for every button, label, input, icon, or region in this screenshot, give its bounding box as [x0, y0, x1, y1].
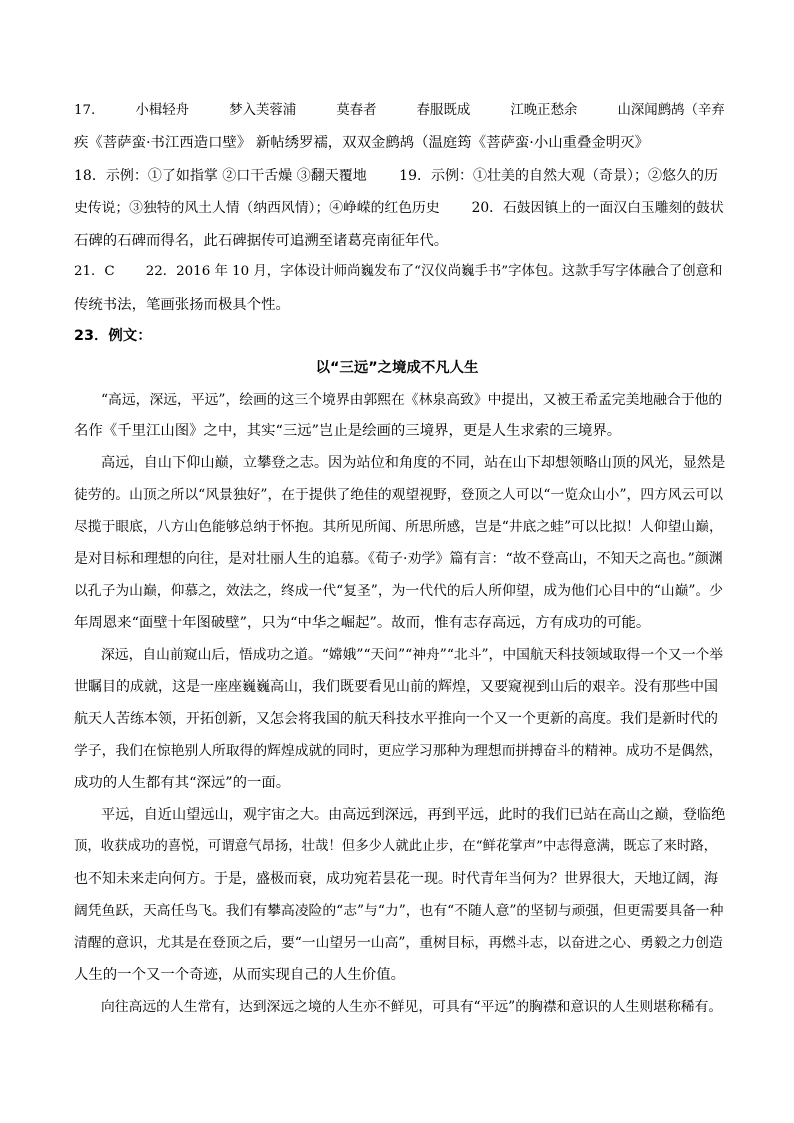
essay-line: 学子，我们在惊艳别人所取得的辉煌成就的同时，更应学习那种为理想而拼搏奋斗的精神。成功不是偶然， — [74, 743, 723, 759]
answer-23-label: 23．例文： — [74, 328, 152, 344]
essay-line: 也不知未来走向何方。于是，盛极而衰，成功宛若昙花一现。时代青年当何为？世界很大，天地辽阔，海 — [74, 871, 718, 887]
essay-line: 人生的一个又一个奇迹，从而实现自己的人生价值。 — [74, 967, 405, 983]
essay-line: 深远，自山前窥山后，悟成功之道。“嫦娥”“天问”“神舟”“北斗”，中国航天科技领域取得一个又一个举 — [101, 647, 724, 663]
essay-line: 阔凭鱼跃，天高任鸟飞。我们有攀高凌险的“志”与“力”，也有“不随人意”的坚韧与顽强，但更需要具备一种 — [74, 903, 724, 919]
essay-line: 平远，自近山望远山，观宇宙之大。由高远到深远，再到平远，此时的我们已站在高山之巅，登临绝 — [101, 807, 726, 823]
answer-22-continued: 传统书法，笔画张扬而极具个性。 — [74, 297, 290, 313]
essay-line: “高远，深远，平远”，绘画的这三个境界由郭熙在《林泉高致》中提出，又被王希孟完美地融合于他的 — [101, 392, 723, 408]
essay-line: 航天人苦练本领，开拓创新，又怎会将我国的航天科技水平推向一个又一个更新的高度。我们是新时代的 — [74, 711, 718, 727]
essay-line: 名作《千里江山图》之中，其实“三远”岂止是绘画的三境界，更是人生求索的三境界。 — [74, 423, 622, 439]
essay-line: 徒劳的。山顶之所以“风景独好”，在于提供了绝佳的观望视野，登顶之人可以“一览众山小”，四方风云可以 — [74, 487, 724, 503]
answer-17-continued: 疾《菩萨蛮·书江西造口壁》 新帖绣罗襦，双双金鹧鸪（温庭筠《菩萨蛮·小山重叠金明灭》 — [74, 135, 649, 151]
essay-line: 是对目标和理想的向往，是对壮丽人生的追慕。《荀子·劝学》篇有言：“故不登高山，不知天之高也。”颜渊 — [74, 551, 723, 567]
essay-line: 世瞩目的成就，这是一座座巍巍高山，我们既要看见山前的辉煌，又要窥视到山后的艰辛。没有那些中国 — [74, 679, 718, 695]
essay-line: 成功的人生都有其“深远”的一面。 — [74, 775, 291, 791]
answer-20-continued: 石碑的石碑而得名，此石碑据传可追溯至诸葛亮南征年代。 — [74, 233, 449, 249]
essay-line: 尽揽于眼底，八方山色能够总纳于怀抱。其所见所闻、所思所感，岂是“井底之蛙”可以比拟！人仰望山巅， — [74, 519, 723, 535]
essay-line: 顶，收获成功的喜悦，可谓意气昂扬，壮哉！但多少人就此止步，在“鲜花掌声”中志得意满，既忘了来时路， — [74, 839, 718, 854]
answer-19-20-line: 史传说；③独特的风土人情（纳西风情）；④峥嵘的红色历史 20．石鼓因镇上的一面汉白玉雕刻的鼓状 — [74, 200, 724, 216]
essay-line: 高远，自山下仰山巅，立攀登之志。因为站位和角度的不同，站在山下却想领略山顶的风光，显然是 — [101, 455, 726, 471]
answer-21-22-line: 21．C 22．2016 年 10 月，字体设计师尚巍发布了“汉仪尚巍手书”字体包。这款手写字体融合了创意和 — [74, 264, 723, 279]
essay-line: 年周恩来“面壁十年图破壁”，只为“中华之崛起”。故而，惟有志存高远，方有成功的可能。 — [74, 615, 651, 631]
answer-17-line: 17. 小楫轻舟 梦入芙蓉浦 莫春者 春服既成 江晚正愁余 山深闻鹧鸪（辛弃 — [74, 103, 725, 118]
essay-line: 向往高远的人生常有，达到深远之境的人生亦不鲜见，可具有“平远”的胸襟和意识的人生则堪称稀有。 — [101, 999, 723, 1015]
answer-18-19-line: 18．示例：①了如指掌 ②口干舌燥 ③翻天覆地 19．示例：①壮美的自然大观（奇景）；②悠久的历 — [74, 168, 718, 184]
essay-line: 以孔子为山巅，仰慕之，效法之，终成一代“复圣”，为一代代的后人所仰望，成为他们心目中的“山巅”。少 — [74, 583, 724, 599]
essay-title: 以“三远”之境成不凡人生 — [315, 360, 479, 376]
essay-line: 清醒的意识，尤其是在登顶之后，要“一山望另一山高”，重树目标，再燃斗志，以奋进之心、勇毅之力创造 — [74, 935, 723, 951]
